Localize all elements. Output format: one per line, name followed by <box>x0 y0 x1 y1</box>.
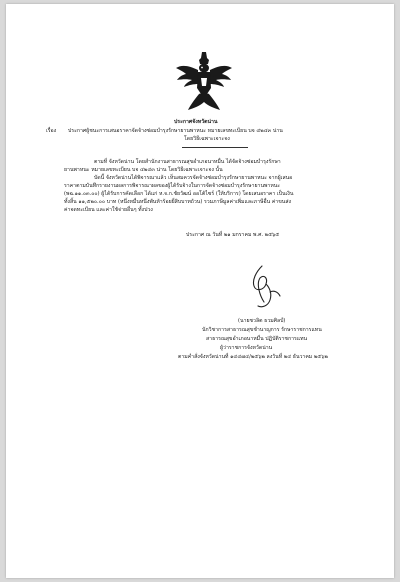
subject-label: เรื่อง <box>46 128 57 134</box>
body-line: ตามที่ จังหวัดน่าน โดยสำนักงานสาธารณสุขอำเภอนาหมื่น ได้จัดจ้างซ่อมบำรุงรักษา <box>94 159 281 165</box>
subject-line-1: ประกาศผู้ชนะการเสนอราคาจัดจ้างซ่อมบำรุงรักษายานพาหนะ หมายเลขทะเบียน บจ ๔๒๔๓ น่าน <box>68 128 283 134</box>
announcement-date: ประกาศ ณ วันที่ ๒๑ มกราคม พ.ศ. ๒๕๖๕ <box>186 232 280 238</box>
signer-name: (นายชวลิต ธวมศิลป์) <box>238 318 286 324</box>
document-title: ประกาศจังหวัดน่าน <box>174 119 218 125</box>
title-divider <box>182 147 248 148</box>
signer-position: สาธารณสุขอำเภอนาหมื่น ปฏิบัติราชการแทน <box>206 336 308 342</box>
document-page <box>6 4 394 578</box>
signer-position: นักวิชาการสาธารณสุขชำนาญการ รักษาราชการแทน <box>202 327 322 333</box>
handwritten-signature <box>242 262 288 312</box>
authority-order: ตามคำสั่งจังหวัดน่านที่ ๑๔๔๗๔/๒๕๖๒ ลงวันที่ ๒๔ ธันวาคม ๒๕๖๒ <box>178 354 328 360</box>
body-line: ยานพาหนะ หมายเลขทะเบียน บจ ๔๒๔๓ น่าน โดยวิธีเฉพาะเจาะจง นั้น <box>64 167 223 173</box>
body-line: บัดนี้ จังหวัดน่านได้พิจารณาแล้ว เห็นสมควรจัดจ้างซ่อมบำรุงรักษายานพาหนะ จากผู้เสนอ <box>94 175 293 181</box>
subject-line-2: โดยวิธีเฉพาะเจาะจง <box>184 136 230 142</box>
body-line: ทั้งสิ้น ๑๑,๕๒๐.๐๐ บาท (หนึ่งหมื่นหนึ่งพันห้าร้อยยี่สิบบาทถ้วน) รวมภาษีมูลค่าเพิ่มและภาษีอื่น ค่าขนส่ง <box>64 199 292 205</box>
body-line: (พฉ.๑๑.๐๓.๐๐) ผู้ได้รับการคัดเลือก ได้แก่ ห.จ.ก.ชัยวัฒน์ ออโต้ไซร์ (ให้บริการ) โดยเสนอราคา เป็นเงิน <box>64 191 294 197</box>
garuda-emblem <box>174 50 234 112</box>
signer-position: ผู้ว่าราชการจังหวัดน่าน <box>220 345 273 351</box>
body-line: ราคาตามบันทึกรายงานผลการพิจารณาผลของผู้ได้รับจ้างในการจัดจ้างซ่อมบำรุงรักษายานพาหนะ <box>64 183 281 189</box>
body-line: ค่าจดทะเบียน และค่าใช้จ่ายอื่นๆ ทั้งปวง <box>64 207 153 213</box>
